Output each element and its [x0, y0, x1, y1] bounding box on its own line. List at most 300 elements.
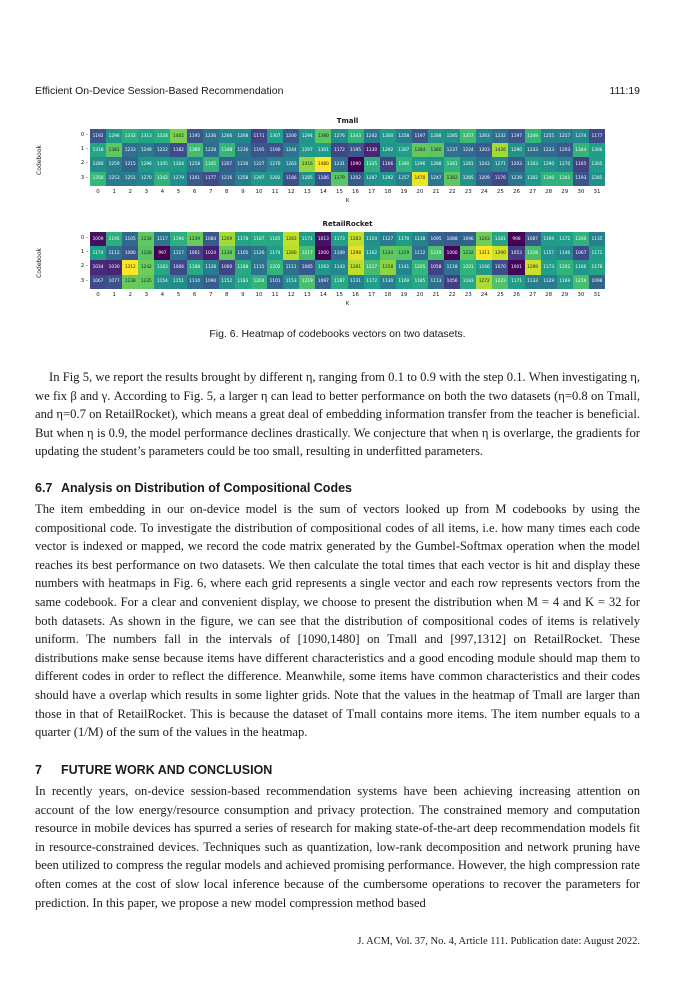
heatmap-cell: 1227 — [251, 157, 267, 171]
heatmap-cell: 1178 — [589, 260, 605, 274]
heatmap-cell: 1112 — [106, 246, 122, 260]
heatmap-cell: 1172 — [364, 275, 380, 289]
heatmap-cell: 1285 — [444, 129, 460, 143]
y-axis-label: Codebook — [36, 145, 43, 175]
x-tick: 10 — [255, 292, 263, 298]
heatmap-cell: 1183 — [235, 275, 251, 289]
y-tick: 0 - — [80, 132, 88, 138]
heatmap-cell: 1133 — [525, 275, 541, 289]
heatmap-cell: 998 — [508, 232, 524, 246]
heatmap-cell: 1202 — [557, 260, 573, 274]
heatmap-cell: 1303 — [525, 157, 541, 171]
heatmap-cell: 1201 — [187, 172, 203, 186]
page-number: 111:19 — [609, 85, 640, 97]
heatmap-cell: 1105 — [122, 232, 138, 246]
heatmap-cell: 1302 — [525, 172, 541, 186]
heatmap-cell: 1067 — [90, 275, 106, 289]
heatmap-grid — [90, 232, 605, 289]
heatmap-cell: 1296 — [106, 129, 122, 143]
heatmap-cell: 1228 — [203, 143, 219, 157]
heatmap-cell: 1152 — [219, 275, 235, 289]
heatmap-cell: 1348 — [219, 143, 235, 157]
heatmap-cell: 1287 — [364, 172, 380, 186]
heatmap-cell: 1357 — [460, 129, 476, 143]
heatmap-cell: 1217 — [364, 260, 380, 274]
heatmap-cell: 1235 — [138, 275, 154, 289]
heatmap-cell: 1090 — [203, 275, 219, 289]
heatmap-cell: 1187 — [251, 232, 267, 246]
heatmap-cell: 1205 — [412, 260, 428, 274]
heatmap-cell: 1169 — [557, 275, 573, 289]
heatmap-cell: 1219 — [299, 275, 315, 289]
x-tick: 0 — [96, 292, 100, 298]
x-tick: 19 — [400, 292, 408, 298]
heatmap-cell: 1290 — [508, 143, 524, 157]
heatmap-cell: 1141 — [396, 260, 412, 274]
heatmap-cell: 1177 — [203, 172, 219, 186]
heatmap-cell: 1288 — [428, 157, 444, 171]
heatmap-cell: 1233 — [525, 143, 541, 157]
heatmap-cell: 1111 — [283, 260, 299, 274]
heatmap-cell: 1243 — [476, 157, 492, 171]
heatmap-cell: 1296 — [138, 157, 154, 171]
heatmap-cell: 1244 — [283, 143, 299, 157]
y-tick: 0 - — [80, 235, 88, 241]
x-tick: 16 — [352, 292, 360, 298]
heatmap-cell: 1349 — [525, 129, 541, 143]
heatmap-cell: 1095 — [428, 232, 444, 246]
heatmap-cell: 1292 — [267, 172, 283, 186]
x-tick: 18 — [384, 189, 392, 195]
heatmap-cell: 1301 — [315, 143, 331, 157]
x-tick: 30 — [577, 189, 585, 195]
heatmap-cell: 1174 — [90, 246, 106, 260]
x-tick: 6 — [192, 189, 197, 195]
heatmap-cell: 1207 — [219, 157, 235, 171]
section-title: Analysis on Distribution of Compositional Codes — [61, 481, 352, 495]
section-number: 6.7 — [35, 481, 53, 495]
heatmap-cell: 1271 — [492, 157, 508, 171]
x-tick: 20 — [416, 292, 424, 298]
heatmap-cell: 1253 — [106, 172, 122, 186]
x-tick: 29 — [561, 292, 569, 298]
x-tick: 0 — [96, 189, 100, 195]
heatmap-cell: 1297 — [299, 143, 315, 157]
y-tick: 2 - — [80, 160, 88, 167]
heatmap-cell: 1312 — [122, 260, 138, 274]
heatmap-cell: 1172 — [331, 143, 347, 157]
heatmap-cell: 1146 — [557, 246, 573, 260]
heatmap-cell: 1053 — [508, 246, 524, 260]
heatmap-cell: 1280 — [90, 157, 106, 171]
x-tick: 3 — [144, 189, 149, 195]
heatmap-cell: 1234 — [138, 232, 154, 246]
heatmap-retailrocket — [30, 220, 645, 310]
heatmap-cell: 1298 — [348, 246, 364, 260]
heatmap-cell: 1230 — [235, 157, 251, 171]
heatmap-cell: 1166 — [476, 260, 492, 274]
heatmap-cell: 1197 — [412, 129, 428, 143]
heatmap-cell: 1200 — [283, 129, 299, 143]
heatmap-cell: 1009 — [90, 232, 106, 246]
heatmap-cell: 1151 — [170, 275, 186, 289]
paragraph-eta-results: In Fig 5, we report the results brought by different η, ranging from 0.1 to 0.9 with the step 0.1. When investigating η, we fix β and γ. According to Fig. 5, a larger η can lead to better performance on both the two datasets (η=0.8 on Tmall, and η=0.7 on RetailRocket), which means a great deal of embedding information transfer from the teacher is beneficial. But when η is 0.9, the model performance declines drastically. We conjecture that when η is overlarge, the gradients for updating the student’s parameters could be too small, resulting in underfitted parameters. — [35, 370, 640, 459]
heatmap-cell: 1294 — [299, 129, 315, 143]
heatmap-cell: 1236 — [203, 129, 219, 143]
heatmap-cell: 1258 — [380, 260, 396, 274]
x-tick: 29 — [561, 189, 569, 195]
heatmap-cell: 1234 — [380, 246, 396, 260]
heatmap-cell: 1162 — [364, 246, 380, 260]
heatmap-cell: 1126 — [251, 246, 267, 260]
heatmap-cell: 1061 — [187, 246, 203, 260]
heatmap-cell: 1188 — [235, 260, 251, 274]
heatmap-cell: 1340 — [541, 172, 557, 186]
heatmap-title: RetailRocket — [322, 220, 373, 228]
heatmap-cell: 1219 — [428, 246, 444, 260]
heatmap-cell: 1128 — [203, 260, 219, 274]
heatmap-cell: 1470 — [412, 172, 428, 186]
heatmap-cell: 1170 — [396, 232, 412, 246]
heatmap-cell: 1157 — [541, 246, 557, 260]
heatmap-cell: 1341 — [444, 157, 460, 171]
x-tick: 25 — [496, 292, 504, 298]
heatmap-tmall — [30, 117, 645, 207]
heatmap-cell: 1181 — [492, 232, 508, 246]
heatmap-cell: 1238 — [219, 246, 235, 260]
heatmap-cell: 1188 — [187, 260, 203, 274]
heatmap-cell: 1266 — [219, 129, 235, 143]
heatmap-cell: 1115 — [251, 260, 267, 274]
x-tick: 9 — [241, 292, 245, 298]
x-tick: 11 — [271, 292, 279, 298]
heatmap-cell: 1200 — [573, 232, 589, 246]
heatmap-cell: 1131 — [348, 275, 364, 289]
figure-caption: Fig. 6. Heatmap of codebooks vectors on two datasets. — [209, 328, 466, 340]
heatmap-cell: 1258 — [235, 172, 251, 186]
heatmap-cell: 1113 — [428, 275, 444, 289]
heatmap-cell: 1201 — [460, 260, 476, 274]
heatmap-cell: 1056 — [444, 275, 460, 289]
running-head — [35, 85, 640, 97]
heatmap-cell: 1257 — [396, 172, 412, 186]
x-tick: 15 — [335, 292, 343, 298]
heatmap-cell: 1224 — [460, 143, 476, 157]
heatmap-cell: 1280 — [283, 246, 299, 260]
heatmap-cell: 1249 — [138, 143, 154, 157]
heatmap-cell: 1203 — [557, 143, 573, 157]
heatmap-cell: 1153 — [283, 275, 299, 289]
x-tick: 3 — [144, 292, 149, 298]
heatmap-cell: 1340 — [396, 157, 412, 171]
heatmap-cell: 1209 — [476, 172, 492, 186]
x-tick: 24 — [480, 189, 488, 195]
heatmap-cell: 1257 — [557, 129, 573, 143]
heatmap-cell: 1090 — [348, 157, 364, 171]
section-heading-7 — [35, 763, 272, 777]
heatmap-cell: 1186 — [315, 172, 331, 186]
heatmap-cell: 1384 — [412, 143, 428, 157]
x-tick: 26 — [512, 189, 520, 195]
heatmap-cell: 1195 — [251, 143, 267, 157]
x-tick: 11 — [271, 189, 279, 195]
y-tick: 1 - — [80, 249, 88, 256]
heatmap-cell: 1263 — [283, 157, 299, 171]
heatmap-cell: 1216 — [219, 172, 235, 186]
heatmap-cell: 1290 — [541, 157, 557, 171]
heatmap-cell: 1380 — [315, 129, 331, 143]
heatmap-cell: 1281 — [460, 157, 476, 171]
x-tick: 1 — [112, 189, 116, 195]
heatmap-cell: 1342 — [154, 172, 170, 186]
heatmap-cell: 1173 — [541, 260, 557, 274]
heatmap-cell: 1255 — [541, 129, 557, 143]
heatmap-cell: 1154 — [364, 232, 380, 246]
heatmap-cell: 1060 — [219, 260, 235, 274]
heatmap-cell: 1270 — [138, 172, 154, 186]
heatmap-cell: 1129 — [541, 275, 557, 289]
x-tick: 8 — [225, 292, 229, 298]
heatmap-cell: 1232 — [460, 246, 476, 260]
heatmap-cell: 1311 — [476, 246, 492, 260]
heatmap-cell: 1070 — [492, 260, 508, 274]
heatmap-cell: 1305 — [154, 157, 170, 171]
heatmap-cell: 1101 — [267, 275, 283, 289]
heatmap-cell: 1001 — [508, 260, 524, 274]
heatmap-cell: 1297 — [251, 172, 267, 186]
x-tick: 2 — [128, 189, 132, 195]
x-tick: 6 — [192, 292, 197, 298]
heatmap-cell: 1335 — [364, 157, 380, 171]
heatmap-cell: 1223 — [541, 143, 557, 157]
heatmap-cell: 1171 — [251, 129, 267, 143]
heatmap-cell: 1171 — [299, 232, 315, 246]
heatmap-cell: 1166 — [573, 260, 589, 274]
heatmap-cell: 1345 — [203, 157, 219, 171]
heatmap-cell: 1242 — [364, 129, 380, 143]
heatmap-cell: 1192 — [90, 129, 106, 143]
x-tick: 13 — [303, 292, 311, 298]
heatmap-cell: 1276 — [331, 129, 347, 143]
x-tick: 16 — [352, 189, 360, 195]
heatmap-cell: 1379 — [331, 172, 347, 186]
paragraph-conclusion: In recently years, on-device session-based recommendation systems have been achieving increasing attention on account of the low energy/resource consumption and privacy protection. The constrained memory and computation resource in mobile devices has spurred a series of research for making state-of-the-art deep recommendation models fit in resource-constrained devices. Techniques such as quantization, low-rank decomposition and network pruning have been utilized to compress the regular models and achieved promising performance. However, the high compression rate often comes at the cost of slow local inference because of the cumbersome operations to recover the parameters for prediction. In this paper, we propose a new model compression method based — [35, 784, 640, 910]
heatmap-cell: 1172 — [557, 232, 573, 246]
heatmap-cell: 1269 — [219, 232, 235, 246]
heatmap-cell: 1067 — [573, 246, 589, 260]
heatmap-cell: 1087 — [525, 232, 541, 246]
x-tick: 26 — [512, 292, 520, 298]
heatmap-cell: 1343 — [348, 129, 364, 143]
heatmap-cell: 1117 — [170, 246, 186, 260]
heatmap-cell: 1118 — [444, 260, 460, 274]
heatmap-cell: 1013 — [315, 232, 331, 246]
heatmap-cell: 1307 — [396, 143, 412, 157]
heatmap-cell: 1154 — [154, 275, 170, 289]
heatmap-cell: 997 — [154, 246, 170, 260]
heatmap-grid — [90, 129, 605, 186]
heatmap-cell: 1380 — [428, 143, 444, 157]
x-tick: 28 — [545, 189, 553, 195]
x-tick: 2 — [128, 292, 132, 298]
x-tick: 13 — [303, 189, 311, 195]
heatmap-cell: 1222 — [154, 143, 170, 157]
heatmap-cell: 1263 — [476, 129, 492, 143]
heatmap-cell: 1292 — [380, 143, 396, 157]
heatmap-cell: 1000 — [444, 246, 460, 260]
heatmap-cell: 1187 — [331, 275, 347, 289]
heatmap-cell: 1281 — [348, 260, 364, 274]
heatmap-cell: 1285 — [589, 172, 605, 186]
heatmap-cell: 1117 — [154, 232, 170, 246]
x-tick: 4 — [160, 189, 165, 195]
x-tick: 8 — [225, 189, 229, 195]
heatmap-cell: 1313 — [138, 129, 154, 143]
x-tick: 5 — [176, 189, 181, 195]
heatmap-cell: 1270 — [557, 157, 573, 171]
heatmap-cell: 1166 — [380, 157, 396, 171]
heatmap-cell: 1127 — [380, 232, 396, 246]
heatmap-cell: 1109 — [331, 246, 347, 260]
y-axis-label: Codebook — [36, 248, 43, 278]
heatmap-cell: 1247 — [428, 172, 444, 186]
heatmap-cell: 1238 — [122, 275, 138, 289]
y-tick: 1 - — [80, 146, 88, 153]
x-tick: 28 — [545, 292, 553, 298]
heatmap-cell: 1000 — [315, 246, 331, 260]
heatmap-cell: 1402 — [170, 129, 186, 143]
heatmap-cell: 1239 — [187, 232, 203, 246]
heatmap-cell: 1097 — [315, 275, 331, 289]
heatmap-cell: 1058 — [428, 260, 444, 274]
heatmap-cell: 1480 — [315, 157, 331, 171]
heatmap-cell: 1270 — [267, 157, 283, 171]
heatmap-cell: 1066 — [170, 260, 186, 274]
heatmap-cell: 1186 — [283, 172, 299, 186]
x-tick: 17 — [368, 189, 376, 195]
x-ticks — [90, 189, 605, 195]
x-tick: 20 — [416, 189, 424, 195]
heatmap-cell: 1239 — [508, 172, 524, 186]
heatmap-cell: 1285 — [299, 172, 315, 186]
heatmap-cell: 1130 — [364, 143, 380, 157]
heatmap-cell: 1171 — [508, 275, 524, 289]
heatmap-cell: 1190 — [267, 143, 283, 157]
section-heading-6-7 — [35, 481, 352, 495]
x-tick: 9 — [241, 189, 245, 195]
x-tick: 31 — [593, 292, 601, 298]
heatmap-cell: 1112 — [412, 246, 428, 260]
heatmap-cell: 1360 — [187, 143, 203, 157]
x-tick: 12 — [287, 189, 295, 195]
heatmap-cell: 1194 — [170, 232, 186, 246]
heatmap-cell: 1296 — [412, 157, 428, 171]
x-tick: 4 — [160, 292, 165, 298]
heatmap-cell: 1290 — [492, 246, 508, 260]
heatmap-cell: 1169 — [541, 232, 557, 246]
heatmap-cell: 1318 — [90, 143, 106, 157]
x-tick: 12 — [287, 292, 295, 298]
heatmap-cell: 1328 — [154, 129, 170, 143]
heatmap-cell: 1332 — [122, 129, 138, 143]
heatmap-cell: 1259 — [106, 157, 122, 171]
heatmap-cell: 1219 — [573, 275, 589, 289]
heatmap-cell: 1279 — [170, 172, 186, 186]
paragraph-code-distribution: The item embedding in our on-device model is the sum of vectors looked up from M codebooks by using the compositional code. To investigate the distribution of compositional codes of all items, i.e. how many times each code vector is indexed or mapped, we record the code matrix generated by the Gumbel-Softmax operation when the model reaches its best performance on two datasets. We then calculate the total times that each vector is hit and display these numbers with heatmaps in Fig. 6, where each grid represents a single vector and each row represents vectors from the same codebook. For a clear and convenient display, we choose to present the distribution when M = 4 and K = 32 for both datasets. As shown in the figure, we can see that the distribution of compositional codes of items is relatively uniform. The numbers fall in the intervals of [1090,1480] on Tmall and [997,1312] on RetailRocket. These distributions make sense because items have different characteristics and a good encoding module should map them to different codes in order to reflect the difference. Meanwhile, some items have common characteristics and their codes should have a overlap which results in some lighter grids. Note that the values in the heatmap of Tmall are larger than those in that of RetailRocket. This is because the dataset of Tmall contains more items. The item number equals to a quarter (1/M) of the sum of the values in the heatmap. — [35, 502, 640, 740]
heatmap-cell: 1088 — [444, 232, 460, 246]
y-tick: 3 - — [80, 174, 88, 181]
heatmap-cell: 1218 — [525, 246, 541, 260]
heatmap-cell: 1024 — [203, 246, 219, 260]
x-tick: 7 — [208, 292, 213, 298]
x-tick: 18 — [384, 292, 392, 298]
heatmap-cell: 1307 — [267, 129, 283, 143]
x-axis-label: K — [345, 301, 350, 307]
heatmap-cell: 1292 — [380, 172, 396, 186]
heatmap-cell: 1077 — [106, 275, 122, 289]
heatmap-cell: 1130 — [380, 275, 396, 289]
heatmap-cell: 1341 — [557, 172, 573, 186]
x-tick: 22 — [448, 189, 456, 195]
heatmap-cell: 1283 — [283, 232, 299, 246]
heatmap-cell: 1306 — [589, 143, 605, 157]
heatmap-cell: 1426 — [492, 143, 508, 157]
heatmap-cell: 1138 — [412, 232, 428, 246]
heatmap-cell: 1272 — [476, 275, 492, 289]
heatmap-cell: 1215 — [122, 157, 138, 171]
heatmap-title: Tmall — [336, 117, 359, 125]
heatmap-cell: 1174 — [267, 246, 283, 260]
heatmap-cell: 1223 — [492, 275, 508, 289]
heatmap-cell: 1268 — [235, 129, 251, 143]
heatmap-cell: 1416 — [299, 157, 315, 171]
heatmap-cell: 1229 — [396, 246, 412, 260]
heatmap-cell: 1098 — [589, 275, 605, 289]
x-axis-label: K — [345, 198, 350, 204]
heatmap-cell: 1228 — [138, 246, 154, 260]
heatmap-cell: 1195 — [187, 129, 203, 143]
heatmap-cell: 1202 — [267, 260, 283, 274]
journal-footer: J. ACM, Vol. 37, No. 4, Article 111. Publication date: August 2022. — [357, 936, 640, 947]
heatmap-cell: 1258 — [187, 157, 203, 171]
heatmap-cell: 1105 — [235, 246, 251, 260]
heatmap-cell: 1185 — [267, 232, 283, 246]
x-tick: 31 — [593, 189, 601, 195]
heatmap-cell: 1203 — [476, 143, 492, 157]
heatmap-cell: 1344 — [573, 143, 589, 157]
heatmap-cell: 1169 — [396, 275, 412, 289]
heatmap-cell: 1084 — [203, 232, 219, 246]
x-tick: 14 — [319, 189, 327, 195]
heatmap-cell: 1288 — [428, 129, 444, 143]
heatmap-cell: 1183 — [460, 275, 476, 289]
heatmap-cell: 1285 — [460, 172, 476, 186]
x-tick: 14 — [319, 292, 327, 298]
x-tick: 19 — [400, 189, 408, 195]
heatmap-cell: 1195 — [348, 143, 364, 157]
heatmap-cell: 1183 — [154, 260, 170, 274]
x-tick: 24 — [480, 292, 488, 298]
x-tick: 25 — [496, 189, 504, 195]
heatmap-cell: 1289 — [525, 260, 541, 274]
x-tick: 1 — [112, 292, 116, 298]
x-tick: 30 — [577, 292, 585, 298]
heatmap-cell: 1085 — [299, 260, 315, 274]
section-number: 7 — [35, 763, 42, 777]
running-head-title: Efficient On-Device Session-Based Recommendation — [35, 85, 284, 97]
heatmap-cell: 1178 — [235, 232, 251, 246]
heatmap-cell: 1305 — [589, 157, 605, 171]
